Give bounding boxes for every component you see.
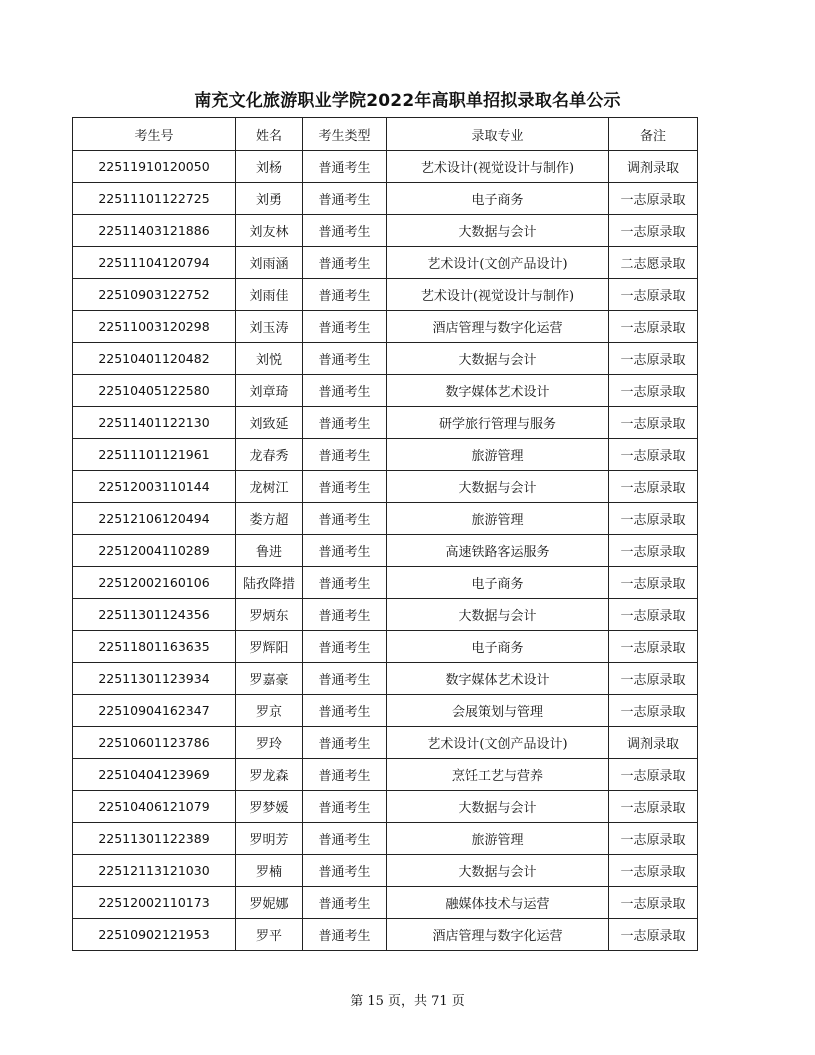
candidate-type-cell: 普通考生 — [303, 791, 387, 823]
major-cell: 电子商务 — [387, 183, 609, 215]
candidate-type-cell: 普通考生 — [303, 567, 387, 599]
name-cell: 罗楠 — [236, 855, 303, 887]
candidate-type-cell: 普通考生 — [303, 183, 387, 215]
candidate-type-cell: 普通考生 — [303, 279, 387, 311]
remarks-cell: 一志原录取 — [609, 215, 698, 247]
name-cell: 鲁进 — [236, 535, 303, 567]
remarks-cell: 一志原录取 — [609, 791, 698, 823]
candidate-id-cell: 22510406121079 — [73, 791, 236, 823]
candidate-id-cell: 22511101122725 — [73, 183, 236, 215]
candidate-id-cell: 22510404123969 — [73, 759, 236, 791]
table-row — [73, 695, 698, 727]
candidate-type-cell: 普通考生 — [303, 375, 387, 407]
major-cell: 大数据与会计 — [387, 471, 609, 503]
major-cell: 酒店管理与数字化运营 — [387, 919, 609, 951]
name-cell: 罗龙森 — [236, 759, 303, 791]
name-cell: 罗辉阳 — [236, 631, 303, 663]
remarks-cell: 二志愿录取 — [609, 247, 698, 279]
candidate-id-cell: 22510401120482 — [73, 343, 236, 375]
table-row — [73, 759, 698, 791]
candidate-type-cell: 普通考生 — [303, 215, 387, 247]
table-row — [73, 311, 698, 343]
major-cell: 旅游管理 — [387, 503, 609, 535]
remarks-cell: 一志原录取 — [609, 311, 698, 343]
major-cell: 大数据与会计 — [387, 791, 609, 823]
candidate-id-cell: 22510902121953 — [73, 919, 236, 951]
candidate-type-cell: 普通考生 — [303, 759, 387, 791]
candidate-type-cell: 普通考生 — [303, 887, 387, 919]
candidate-id-cell: 22510405122580 — [73, 375, 236, 407]
name-cell: 龙树江 — [236, 471, 303, 503]
major-cell: 酒店管理与数字化运营 — [387, 311, 609, 343]
remarks-cell: 一志原录取 — [609, 407, 698, 439]
name-cell: 刘玉涛 — [236, 311, 303, 343]
major-cell: 旅游管理 — [387, 439, 609, 471]
name-cell: 刘杨 — [236, 151, 303, 183]
candidate-type-cell: 普通考生 — [303, 663, 387, 695]
major-cell: 融媒体技术与运营 — [387, 887, 609, 919]
candidate-id-cell: 22511403121886 — [73, 215, 236, 247]
candidate-type-cell: 普通考生 — [303, 855, 387, 887]
candidate-type-cell: 普通考生 — [303, 919, 387, 951]
candidate-id-cell: 22512002160106 — [73, 567, 236, 599]
candidate-id-cell: 22511401122130 — [73, 407, 236, 439]
candidate-id-cell: 22510601123786 — [73, 727, 236, 759]
candidate-id-cell: 22510904162347 — [73, 695, 236, 727]
table-row — [73, 727, 698, 759]
remarks-cell: 一志原录取 — [609, 439, 698, 471]
major-cell: 大数据与会计 — [387, 215, 609, 247]
major-cell: 艺术设计(文创产品设计) — [387, 247, 609, 279]
candidate-id-cell: 22511301123934 — [73, 663, 236, 695]
remarks-cell: 一志原录取 — [609, 759, 698, 791]
major-cell: 研学旅行管理与服务 — [387, 407, 609, 439]
table-row — [73, 471, 698, 503]
name-cell: 刘雨涵 — [236, 247, 303, 279]
table-row — [73, 599, 698, 631]
remarks-cell: 一志原录取 — [609, 535, 698, 567]
header-candidate-type: 考生类型 — [303, 118, 387, 151]
candidate-type-cell: 普通考生 — [303, 535, 387, 567]
remarks-cell: 一志原录取 — [609, 503, 698, 535]
remarks-cell: 调剂录取 — [609, 727, 698, 759]
candidate-id-cell: 22512004110289 — [73, 535, 236, 567]
header-candidate-id: 考生号 — [73, 118, 236, 151]
remarks-cell: 一志原录取 — [609, 887, 698, 919]
table-row — [73, 215, 698, 247]
candidate-type-cell: 普通考生 — [303, 151, 387, 183]
candidate-type-cell: 普通考生 — [303, 311, 387, 343]
name-cell: 娄方超 — [236, 503, 303, 535]
table-row — [73, 631, 698, 663]
candidate-id-cell: 22511301124356 — [73, 599, 236, 631]
name-cell: 龙春秀 — [236, 439, 303, 471]
name-cell: 罗京 — [236, 695, 303, 727]
table-row — [73, 343, 698, 375]
candidate-type-cell: 普通考生 — [303, 407, 387, 439]
candidate-type-cell: 普通考生 — [303, 727, 387, 759]
major-cell: 大数据与会计 — [387, 343, 609, 375]
name-cell: 刘勇 — [236, 183, 303, 215]
name-cell: 刘友林 — [236, 215, 303, 247]
table-row — [73, 791, 698, 823]
candidate-type-cell: 普通考生 — [303, 631, 387, 663]
name-cell: 罗嘉豪 — [236, 663, 303, 695]
table-row — [73, 407, 698, 439]
name-cell: 罗明芳 — [236, 823, 303, 855]
candidate-type-cell: 普通考生 — [303, 823, 387, 855]
major-cell: 大数据与会计 — [387, 599, 609, 631]
major-cell: 数字媒体艺术设计 — [387, 663, 609, 695]
remarks-cell: 一志原录取 — [609, 695, 698, 727]
major-cell: 会展策划与管理 — [387, 695, 609, 727]
table-row — [73, 247, 698, 279]
table-row — [73, 503, 698, 535]
page-number: 第 15 页，共 71 页 — [350, 994, 465, 1009]
table-row — [73, 855, 698, 887]
name-cell: 刘雨佳 — [236, 279, 303, 311]
table-row — [73, 663, 698, 695]
major-cell: 烹饪工艺与营养 — [387, 759, 609, 791]
candidate-id-cell: 22510903122752 — [73, 279, 236, 311]
table-row — [73, 151, 698, 183]
remarks-cell: 一志原录取 — [609, 919, 698, 951]
name-cell: 罗平 — [236, 919, 303, 951]
candidate-id-cell: 22511104120794 — [73, 247, 236, 279]
remarks-cell: 一志原录取 — [609, 823, 698, 855]
major-cell: 旅游管理 — [387, 823, 609, 855]
page-title: 南充文化旅游职业学院2022年高职单招拟录取名单公示 — [194, 91, 621, 111]
candidate-id-cell: 22511101121961 — [73, 439, 236, 471]
remarks-cell: 一志原录取 — [609, 855, 698, 887]
candidate-id-cell: 22511801163635 — [73, 631, 236, 663]
remarks-cell: 一志原录取 — [609, 279, 698, 311]
name-cell: 刘章琦 — [236, 375, 303, 407]
candidate-id-cell: 22511003120298 — [73, 311, 236, 343]
candidate-type-cell: 普通考生 — [303, 343, 387, 375]
remarks-cell: 一志原录取 — [609, 471, 698, 503]
major-cell: 电子商务 — [387, 567, 609, 599]
major-cell: 数字媒体艺术设计 — [387, 375, 609, 407]
remarks-cell: 一志原录取 — [609, 663, 698, 695]
table-row — [73, 919, 698, 951]
header-major: 录取专业 — [387, 118, 609, 151]
remarks-cell: 调剂录取 — [609, 151, 698, 183]
header-name: 姓名 — [236, 118, 303, 151]
remarks-cell: 一志原录取 — [609, 567, 698, 599]
name-cell: 罗梦媛 — [236, 791, 303, 823]
candidate-id-cell: 22512003110144 — [73, 471, 236, 503]
remarks-cell: 一志原录取 — [609, 343, 698, 375]
candidate-type-cell: 普通考生 — [303, 695, 387, 727]
table-body — [73, 151, 698, 951]
table-row — [73, 535, 698, 567]
name-cell: 刘悦 — [236, 343, 303, 375]
major-cell: 艺术设计(视觉设计与制作) — [387, 279, 609, 311]
major-cell: 艺术设计(视觉设计与制作) — [387, 151, 609, 183]
name-cell: 陆孜降措 — [236, 567, 303, 599]
remarks-cell: 一志原录取 — [609, 631, 698, 663]
table-row — [73, 823, 698, 855]
major-cell: 艺术设计(文创产品设计) — [387, 727, 609, 759]
candidate-type-cell: 普通考生 — [303, 439, 387, 471]
name-cell: 罗炳东 — [236, 599, 303, 631]
major-cell: 高速铁路客运服务 — [387, 535, 609, 567]
table-row — [73, 887, 698, 919]
table-header-row — [73, 118, 698, 151]
name-cell: 刘致延 — [236, 407, 303, 439]
remarks-cell: 一志原录取 — [609, 375, 698, 407]
admission-table — [72, 117, 698, 951]
candidate-id-cell: 22511301122389 — [73, 823, 236, 855]
major-cell: 电子商务 — [387, 631, 609, 663]
candidate-type-cell: 普通考生 — [303, 471, 387, 503]
candidate-id-cell: 22512002110173 — [73, 887, 236, 919]
table-row — [73, 279, 698, 311]
table-row — [73, 183, 698, 215]
table-row — [73, 439, 698, 471]
candidate-id-cell: 22512106120494 — [73, 503, 236, 535]
table-row — [73, 567, 698, 599]
header-remarks: 备注 — [609, 118, 698, 151]
candidate-id-cell: 22511910120050 — [73, 151, 236, 183]
name-cell: 罗玲 — [236, 727, 303, 759]
candidate-type-cell: 普通考生 — [303, 247, 387, 279]
table-row — [73, 375, 698, 407]
candidate-type-cell: 普通考生 — [303, 599, 387, 631]
remarks-cell: 一志原录取 — [609, 183, 698, 215]
candidate-id-cell: 22512113121030 — [73, 855, 236, 887]
candidate-type-cell: 普通考生 — [303, 503, 387, 535]
remarks-cell: 一志原录取 — [609, 599, 698, 631]
major-cell: 大数据与会计 — [387, 855, 609, 887]
name-cell: 罗妮娜 — [236, 887, 303, 919]
